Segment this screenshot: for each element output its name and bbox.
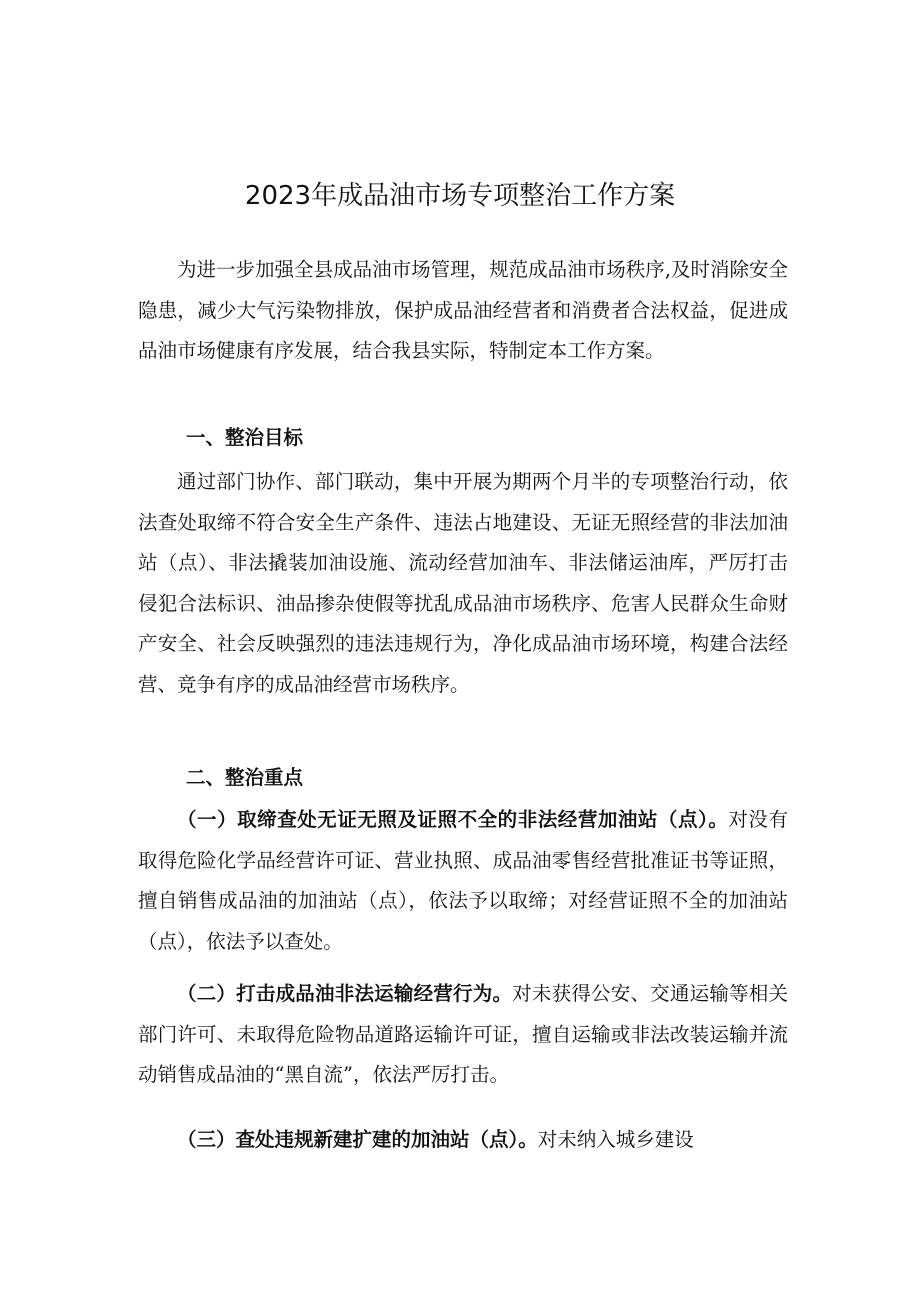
intro-paragraph: 为进一步加强全县成品油市场管理，规范成品油市场秩序,及时消除安全隐患，减少大气污染物排放，保护成品油经营者和消费者合法权益，促进成品油市场健康有序发展，结合我县实际，特制定本工作方案。 [138, 258, 788, 362]
section-2-item-3-body: 对未纳入城乡建设 [537, 1128, 694, 1151]
section-1-body: 通过部门协作、部门联动，集中开展为期两个月半的专项整治行动，依法查处取缔不符合安全生产条件、违法占地建设、无证无照经营的非法加油站（点）、非法撬装加油设施、流动经营加油车、非法储运油库，严厉打击侵犯合法标识、油品掺杂使假等扰乱成品油市场秩序、危害人民群众生命财产安全、社会反映强烈的违法违规行为，净化成品油市场环境，构建合法经营、竞争有序的成品油经营市场秩序。 [138, 470, 788, 696]
section-2-item-1 [138, 800, 788, 962]
section-2-item-3 [138, 1120, 788, 1161]
section-2-item-2-body: 对未获得公安、交通运输等相关部门许可、未取得危险物品道路运输许可证，擅自运输或非法改装运输并流动销售成品油的“黑自流”，依法严厉打击。 [138, 982, 788, 1086]
section-2-item-1-body: 对没有取得危险化学品经营许可证、营业执照、成品油零售经营批准证书等证照，擅自销售成品油的加油站（点），依法予以取缔；对经营证照不全的加油站（点），依法予以查处。 [138, 808, 788, 953]
document-title: 2023年成品油市场专项整治工作方案 [244, 181, 676, 211]
section-2-item-2 [138, 974, 788, 1096]
section-1-heading: 一、整治目标 [186, 426, 304, 449]
section-2-item-2-lead: （二）打击成品油非法运输经营行为。 [177, 982, 513, 1005]
section-2-item-1-lead: （一）取缔查处无证无照及证照不全的非法经营加油站（点）。 [177, 808, 729, 831]
section-2-heading: 二、整治重点 [186, 766, 304, 789]
section-2-item-3-lead: （三）查处违规新建扩建的加油站（点）。 [177, 1128, 538, 1151]
